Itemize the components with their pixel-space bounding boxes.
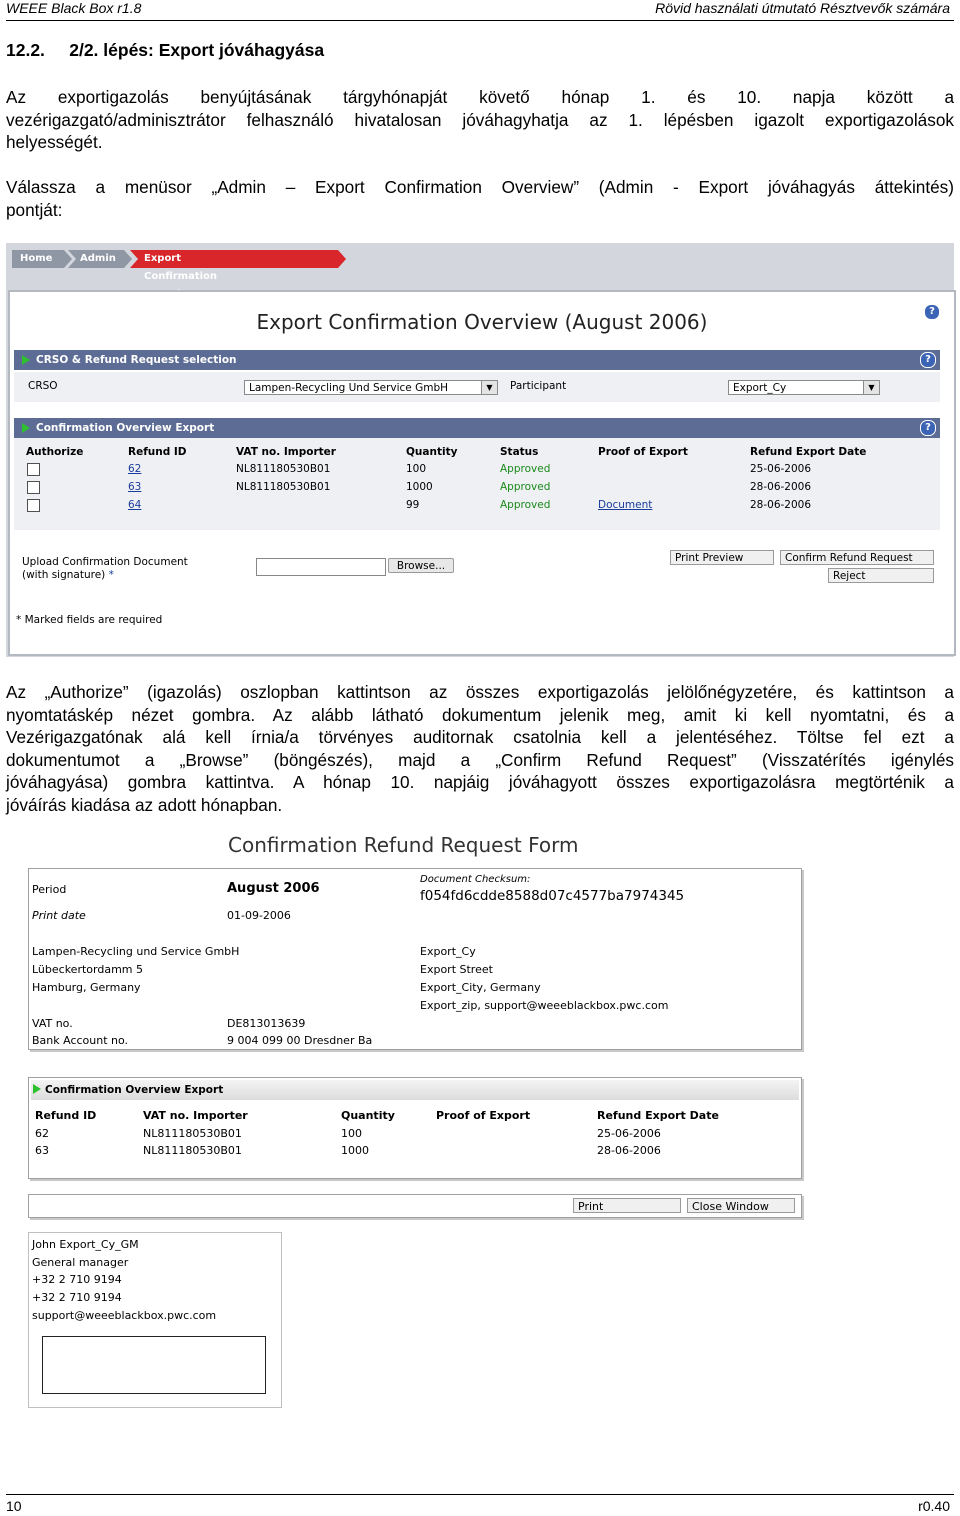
checksum-value: f054fd6cdde8588d07c4577ba7974345 bbox=[420, 888, 685, 904]
period-value: August 2006 bbox=[227, 881, 320, 896]
participant-street: Export Street bbox=[420, 963, 493, 976]
print-date-value: 01-09-2006 bbox=[227, 909, 291, 922]
period-label: Period bbox=[32, 883, 67, 896]
refund-id-link[interactable]: 64 bbox=[128, 499, 142, 511]
quantity-cell: 99 bbox=[406, 499, 420, 511]
menu-instruction bbox=[6, 176, 954, 221]
column-header: Refund Export Date bbox=[597, 1109, 719, 1122]
vat-label: VAT no. bbox=[32, 1017, 73, 1030]
contact-email: support@weeeblackbox.pwc.com bbox=[32, 1309, 217, 1322]
page-footer bbox=[6, 1494, 954, 1516]
column-header: VAT no. Importer bbox=[143, 1109, 248, 1122]
column-header: Quantity bbox=[341, 1109, 395, 1122]
refund-date-cell: 25-06-2006 bbox=[750, 463, 812, 475]
crso-section-bar[interactable] bbox=[14, 350, 940, 370]
refund-date-cell: 28-06-2006 bbox=[750, 499, 812, 511]
overview-title: Confirmation Overview Export bbox=[45, 1084, 224, 1096]
signature-box bbox=[28, 1232, 282, 1408]
refund-date-cell: 28-06-2006 bbox=[750, 481, 812, 493]
text-line: Vezérigazgatónak alá kell írnia/a törvényes auditornak csatolnia kell a jelentéséhez. Töltse fel ezt a bbox=[6, 727, 954, 748]
status-cell: Approved bbox=[500, 463, 551, 475]
crso-label: CRSO bbox=[28, 380, 58, 392]
crso-selected-value: Lampen-Recycling Und Service GmbH bbox=[249, 382, 449, 394]
overview-section-bar[interactable] bbox=[14, 418, 940, 438]
refund-date-cell: 25-06-2006 bbox=[597, 1127, 661, 1140]
column-header: VAT no. Importer bbox=[236, 446, 336, 458]
expand-arrow-icon bbox=[33, 1084, 41, 1094]
contact-fax: +32 2 710 9194 bbox=[32, 1291, 122, 1304]
form-button-bar bbox=[28, 1194, 802, 1218]
refund-id-cell: 63 bbox=[35, 1144, 49, 1157]
column-header: Refund ID bbox=[35, 1109, 97, 1122]
contact-phone: +32 2 710 9194 bbox=[32, 1273, 122, 1286]
revision: r0.40 bbox=[918, 1498, 950, 1514]
text-line: nyomtatáskép nézet gombra. Az alább látható dokumentum jelenik meg, amit ki kell nyomtatni, és a bbox=[6, 704, 954, 725]
browse-button[interactable]: Browse... bbox=[388, 558, 454, 573]
refund-id-cell: 62 bbox=[35, 1127, 49, 1140]
vat-importer-cell: NL811180530B01 bbox=[143, 1144, 242, 1157]
text-line: jóváhagyása) gombra kattintva. A hónap 10. napjáig jóváhagyott összes exportigazolásra megtörténik a bbox=[6, 772, 954, 793]
breadcrumb-export-confirmation[interactable]: Export Confirmation bbox=[144, 253, 218, 282]
vat-value: DE813013639 bbox=[227, 1017, 306, 1030]
required-note-text: * Marked fields are required bbox=[16, 614, 163, 626]
print-button[interactable]: Print bbox=[573, 1198, 681, 1213]
text-line: Válassza a menüsor „Admin – Export Confirmation Overview” (Admin - Export jóváhagyás áttekintés) bbox=[6, 177, 954, 197]
page-header bbox=[6, 0, 954, 21]
crso-city: Hamburg, Germany bbox=[32, 981, 141, 994]
participant-select[interactable] bbox=[728, 380, 880, 395]
instructions-paragraph bbox=[6, 681, 954, 817]
upload-sublabel-text: (with signature) bbox=[22, 569, 106, 581]
participant-label: Participant bbox=[510, 380, 567, 392]
refund-id-link[interactable]: 62 bbox=[128, 463, 142, 475]
chevron-down-icon: ▼ bbox=[863, 381, 879, 394]
refund-date-cell: 28-06-2006 bbox=[597, 1144, 661, 1157]
participant-zip-email: Export_zip, support@weeeblackbox.pwc.com bbox=[420, 999, 669, 1012]
required-fields-note bbox=[16, 614, 162, 626]
expand-arrow-icon bbox=[22, 355, 30, 365]
signature-field bbox=[42, 1336, 266, 1394]
crso-section-title: CRSO & Refund Request selection bbox=[36, 354, 237, 366]
help-icon[interactable]: ? bbox=[920, 352, 936, 368]
required-marker: * bbox=[108, 569, 114, 581]
text-line: Az „Authorize” (igazolás) oszlopban kattintson az összes exportigazolás jelölőnégyzetére, és kattintson a bbox=[6, 682, 954, 702]
vat-importer-cell: NL811180530B01 bbox=[143, 1127, 242, 1140]
text-line: pontját: bbox=[6, 199, 63, 220]
expand-arrow-icon bbox=[22, 423, 30, 433]
upload-file-input[interactable] bbox=[256, 558, 386, 576]
form-title: Confirmation Refund Request Form bbox=[228, 833, 579, 857]
column-header: Refund Export Date bbox=[750, 446, 867, 458]
participant-name: Export_Cy bbox=[420, 945, 476, 958]
upload-sublabel bbox=[22, 569, 114, 581]
text-line: jóváírás kiadása az adott hónapban. bbox=[6, 794, 283, 815]
quantity-cell: 100 bbox=[406, 463, 427, 475]
help-icon[interactable]: ? bbox=[920, 420, 936, 436]
checksum-label: Document Checksum: bbox=[420, 874, 531, 885]
header-guide-title: Rövid használati útmutató Résztvevők számára bbox=[655, 0, 950, 16]
breadcrumb-home[interactable]: Home bbox=[20, 253, 53, 264]
bank-value: 9 004 099 00 Dresdner Ba bbox=[227, 1034, 373, 1047]
participant-selected-value: Export_Cy bbox=[733, 382, 787, 394]
print-preview-button[interactable]: Print Preview bbox=[670, 550, 774, 565]
refund-id-link[interactable]: 63 bbox=[128, 481, 142, 493]
quantity-cell: 100 bbox=[341, 1127, 362, 1140]
form-overview-box bbox=[28, 1077, 802, 1179]
crso-street: Lübeckertordamm 5 bbox=[32, 963, 143, 976]
vat-importer-cell: NL811180530B01 bbox=[236, 463, 331, 475]
main-panel bbox=[8, 290, 956, 656]
form-details-box bbox=[28, 868, 802, 1050]
help-icon[interactable]: ? bbox=[924, 304, 940, 320]
close-window-button[interactable]: Close Window bbox=[687, 1198, 795, 1213]
column-header: Quantity bbox=[406, 446, 458, 458]
vat-importer-cell: NL811180530B01 bbox=[236, 481, 331, 493]
column-header: Proof of Export bbox=[436, 1109, 531, 1122]
column-header: Proof of Export bbox=[598, 446, 688, 458]
column-header: Authorize bbox=[26, 446, 84, 458]
crso-name: Lampen-Recycling und Service GmbH bbox=[32, 945, 240, 958]
crso-select[interactable] bbox=[244, 380, 498, 395]
chevron-down-icon: ▼ bbox=[481, 381, 497, 394]
section-heading: 12.2. 2/2. lépés: Export jóváhagyása bbox=[6, 40, 325, 60]
text-line: dokumentumot a „Browse” (böngészés), majd a „Confirm Refund Request” (Visszatérítés igénylés bbox=[6, 749, 954, 770]
bank-label: Bank Account no. bbox=[32, 1034, 129, 1047]
confirm-refund-request-button[interactable]: Confirm Refund Request bbox=[780, 550, 934, 565]
page-number: 10 bbox=[6, 1498, 22, 1514]
print-date-label: Print date bbox=[32, 909, 86, 922]
status-cell: Approved bbox=[500, 481, 551, 493]
text-line: helyességét. bbox=[6, 132, 103, 153]
column-header: Refund ID bbox=[128, 446, 187, 458]
authorize-checkbox[interactable] bbox=[27, 499, 40, 512]
proof-document-link[interactable]: Document bbox=[598, 499, 653, 511]
intro-paragraph bbox=[6, 86, 954, 154]
contact-role: General manager bbox=[32, 1256, 129, 1269]
authorize-checkbox[interactable] bbox=[27, 463, 40, 476]
reject-button[interactable]: Reject bbox=[828, 568, 934, 583]
page-title: Export Confirmation Overview (August 2006) bbox=[256, 310, 708, 334]
column-header: Status bbox=[500, 446, 539, 458]
quantity-cell: 1000 bbox=[341, 1144, 369, 1157]
upload-label: Upload Confirmation Document bbox=[22, 556, 188, 568]
header-doc-title: WEEE Black Box r1.8 bbox=[6, 0, 142, 16]
text-line: Az exportigazolás benyújtásának tárgyhónapját követő hónap 1. és 10. napja között a bbox=[6, 87, 954, 107]
authorize-checkbox[interactable] bbox=[27, 481, 40, 494]
text-line: vezérigazgató/adminisztrátor felhasználó hivatalosan jóváhagyhatja az 1. lépésben igazolt exportigazolások bbox=[6, 109, 954, 130]
overview-section-title: Confirmation Overview Export bbox=[36, 422, 215, 434]
quantity-cell: 1000 bbox=[406, 481, 433, 493]
breadcrumb-admin[interactable]: Admin bbox=[80, 253, 116, 264]
status-cell: Approved bbox=[500, 499, 551, 511]
contact-name: John Export_Cy_GM bbox=[32, 1238, 139, 1251]
participant-city: Export_City, Germany bbox=[420, 981, 541, 994]
